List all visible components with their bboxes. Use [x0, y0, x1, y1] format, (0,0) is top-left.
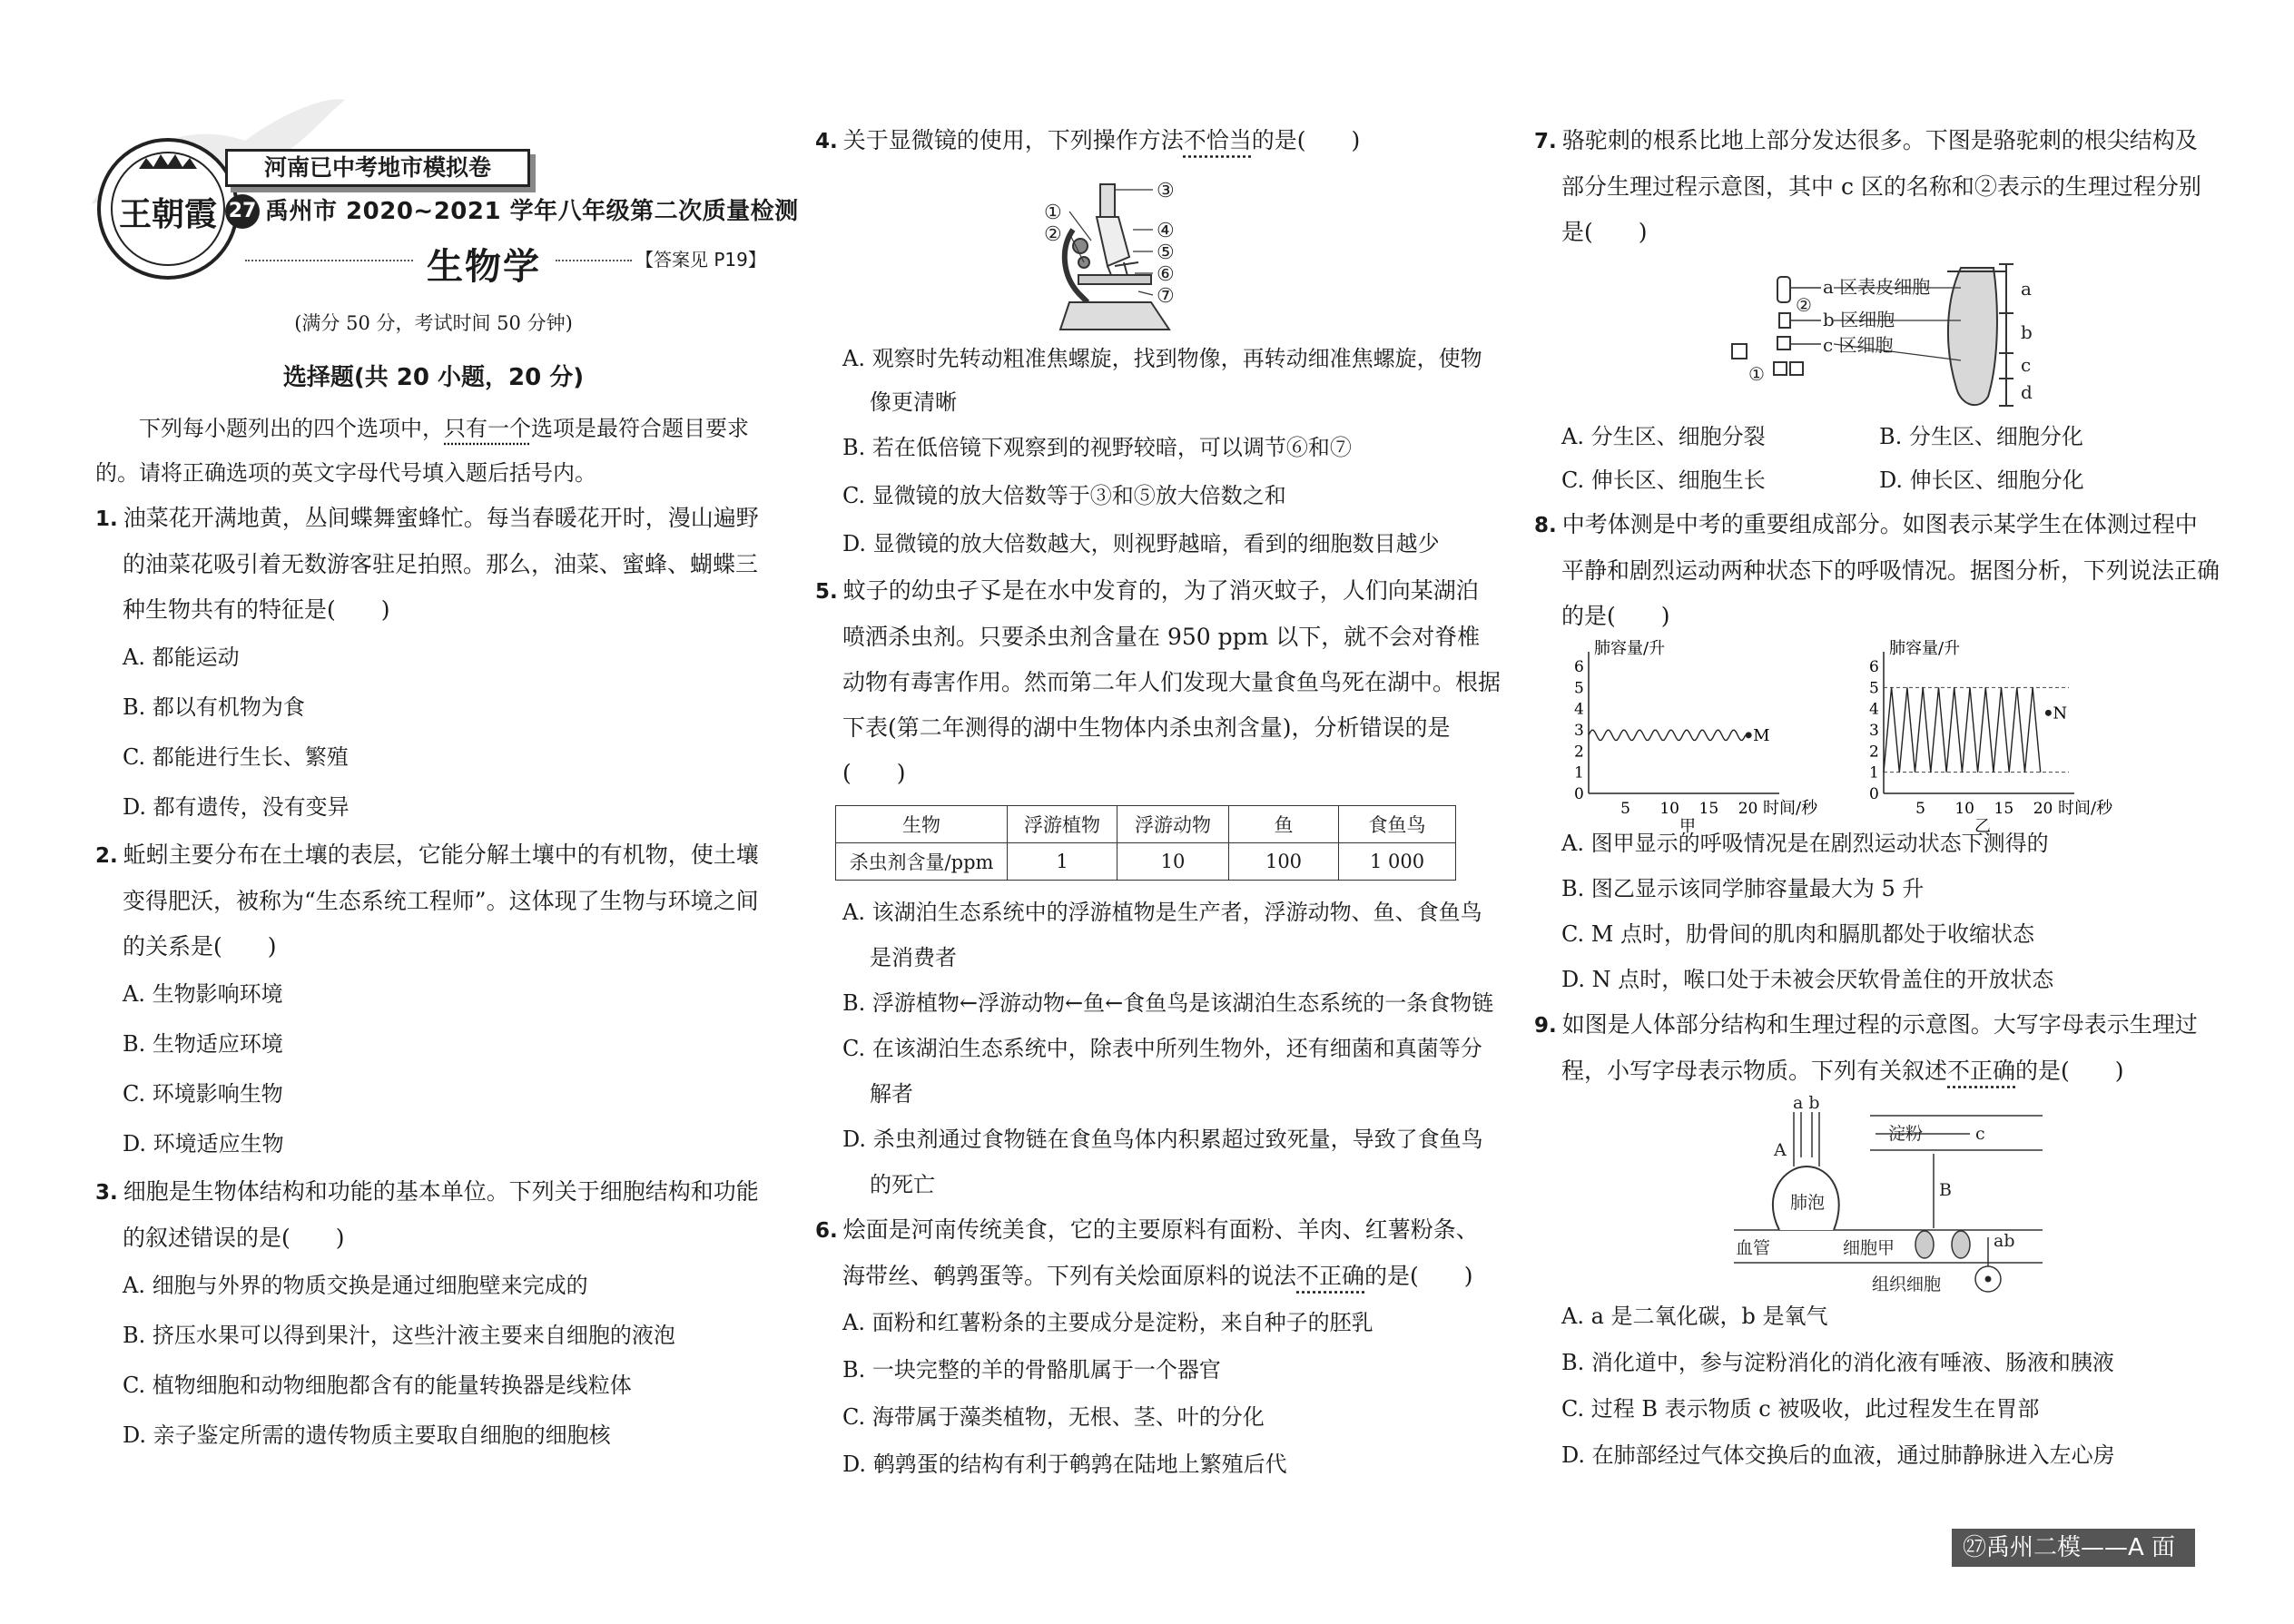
point-m: [1746, 732, 1752, 738]
microscope-figure: [815, 168, 1501, 331]
option-d[interactable]: D. 亲子鉴定所需的遗传物质主要取自细胞的细胞核: [123, 1422, 611, 1448]
root-tip-figure: [1534, 261, 2220, 415]
label-vessel: 血管: [1736, 1238, 1771, 1258]
label-4: ④: [1157, 220, 1175, 242]
label-2: ②: [1044, 223, 1062, 246]
series-line: [1884, 687, 2041, 772]
option-a[interactable]: A. 该湖泊生态系统中的浮游植物是生产者，浮游动物、鱼、食鱼鸟是消费者: [842, 900, 1482, 970]
label-b-cell: b 区细胞: [1823, 309, 1895, 330]
question-stem: 细胞是生物体结构和功能的基本单位。下列关于细胞结构和功能的叙述错误的是( ): [123, 1178, 759, 1251]
y-tick-label: 4: [1574, 700, 1584, 719]
question-number: 5.: [815, 580, 838, 604]
label-B: B: [1939, 1180, 1952, 1200]
question-6: 6. 烩面是河南传统美食，它的主要原料有面粉、羊肉、红薯粉条、海带丝、鹌鹑蛋等。下列有关烩面原料的说法不正确的是( ): [815, 1216, 1479, 1289]
process-1: ①: [1748, 363, 1765, 385]
option-b[interactable]: B. 图乙显示该同学肺容量最大为 5 升: [1561, 876, 1925, 901]
label-5: ⑤: [1157, 241, 1175, 264]
label-6: ⑥: [1157, 263, 1175, 286]
y-tick-label: 2: [1574, 743, 1584, 762]
question-8: [1534, 502, 2220, 639]
question-1: [95, 496, 772, 633]
option-a[interactable]: A. 图甲显示的呼吸情况是在剧烈运动状态下测得的: [1561, 831, 2049, 856]
option-b[interactable]: B. 生物适应环境: [123, 1031, 283, 1057]
table-cell: 10: [1117, 843, 1229, 881]
y-axis-label: 肺容量/升: [1594, 639, 1666, 658]
option-d[interactable]: D. 杀虫剂通过食物链在食鱼鸟体内积累超过致死量，导致了食鱼鸟的死亡: [842, 1127, 1483, 1197]
option-d[interactable]: D. 伸长区、细胞分化: [1879, 468, 2084, 493]
x-tick-label: 5: [1915, 800, 1926, 818]
question-number: 4.: [815, 130, 838, 153]
zone-d: d: [2021, 381, 2033, 403]
question-3: [95, 1169, 772, 1261]
table-cell: 1: [1008, 843, 1117, 881]
option-c[interactable]: C. 在该湖泊生态系统中，除表中所列生物外，还有细菌和真菌等分解者: [842, 1036, 1482, 1107]
question-stem: 蚊子的幼虫孑孓是在水中发育的，为了消灭蚊子，人们向某湖泊喷洒杀虫剂。只要杀虫剂含量在 950 ppm 以下，就不会对脊椎动物有毒害作用。然而第二年人们发现大量食鱼鸟死在湖中。根据下表(第二年测得的湖中生物体内杀虫剂含量)，分析错误的是( ): [842, 577, 1501, 786]
question-number: 9.: [1534, 1014, 1557, 1038]
title-rule-right: [556, 260, 632, 261]
option-a[interactable]: A. 分生区、细胞分裂: [1561, 424, 1766, 449]
option-d[interactable]: D. 都有遗传，没有变异: [123, 794, 350, 820]
label-c: c: [1975, 1124, 1985, 1144]
y-tick-label: 1: [1869, 763, 1879, 782]
origin-label: 0: [1869, 785, 1879, 803]
x-tick-label: 5: [1620, 800, 1631, 818]
y-tick-label: 5: [1869, 679, 1879, 698]
breathing-charts: [1534, 639, 2220, 836]
question-number: 6.: [815, 1219, 838, 1243]
option-c[interactable]: C. 环境影响生物: [123, 1081, 283, 1107]
option-c[interactable]: C. 植物细胞和动物细胞都含有的能量转换器是线粒体: [123, 1373, 632, 1398]
option-c[interactable]: C. 伸长区、细胞生长: [1561, 468, 1766, 493]
emphasis-text: 只有一个: [444, 416, 531, 441]
y-tick-label: 6: [1574, 658, 1584, 676]
section-title: 选择题(共 20 小题，20 分): [282, 364, 585, 391]
point-n: [2045, 710, 2052, 716]
y-tick-label: 2: [1869, 743, 1879, 762]
label-starch: 淀粉: [1888, 1124, 1924, 1144]
option-a[interactable]: A. 生物影响环境: [123, 981, 283, 1007]
pesticide-table: [835, 805, 1456, 881]
question-7: [1534, 118, 2220, 255]
zone-a: a: [2021, 278, 2032, 300]
table-header-row: [836, 806, 1456, 843]
question-number: 8.: [1534, 514, 1557, 537]
label-c-cell: c 区细胞: [1823, 334, 1894, 356]
label-tissue-cell: 组织细胞: [1872, 1275, 1942, 1294]
y-axis-label: 肺容量/升: [1889, 639, 1961, 658]
origin-label: 0: [1574, 785, 1584, 803]
y-tick-label: 1: [1574, 763, 1584, 782]
x-axis-label: 时间/秒: [2058, 799, 2113, 818]
option-a[interactable]: A. 细胞与外界的物质交换是通过细胞壁来完成的: [123, 1273, 588, 1298]
exam-title: 禹州市 2020~2021 学年八年级第二次质量检测: [265, 198, 799, 225]
point-m-label: M: [1753, 725, 1770, 745]
column-2: [815, 118, 1501, 1488]
emphasis-text: 不正确: [1947, 1058, 2016, 1084]
y-tick-label: 6: [1869, 658, 1879, 676]
options-row-2: [1534, 458, 2220, 502]
label-alveolus: 肺泡: [1790, 1193, 1826, 1213]
x-tick-label: 20: [1738, 800, 1758, 818]
question-number: 3.: [95, 1181, 118, 1205]
title-rule-left: [245, 260, 413, 261]
table-cell: 浮游动物: [1117, 806, 1229, 843]
question-5: [815, 568, 1501, 796]
question-2: [95, 832, 772, 969]
x-tick-label: 20: [2033, 800, 2053, 818]
option-b[interactable]: B. 都以有机物为食: [123, 694, 305, 720]
option-c[interactable]: C. 显微镜的放大倍数等于③和⑤放大倍数之和: [842, 483, 1286, 508]
section-intro: 下列每小题列出的四个选项中，只有一个选项是最符合题目要求的。请将正确选项的英文字母代号填入题后括号内。: [95, 416, 749, 486]
x-tick-label: 10: [1954, 800, 1975, 818]
label-7: ⑦: [1157, 285, 1175, 308]
table-cell: 浮游植物: [1008, 806, 1117, 843]
chart-title: 甲: [1679, 817, 1696, 836]
zone-c: c: [2021, 354, 2032, 376]
question-stem: 油菜花开满地黄，丛间蝶舞蜜蜂忙。每当春暖花开时，漫山遍野的油菜花吸引着无数游客驻足拍照。那么，油菜、蜜蜂、蝴蝶三种生物共有的特征是( ): [123, 505, 759, 623]
subject-title: 生物学: [427, 246, 541, 288]
point-n-label: N: [2053, 704, 2068, 723]
option-d[interactable]: D. 在肺部经过气体交换后的血液，通过肺静脉进入左心房: [1561, 1442, 2115, 1468]
table-cell: 食鱼鸟: [1339, 806, 1456, 843]
option-b[interactable]: B. 一块完整的羊的骨骼肌属于一个器官: [842, 1357, 1221, 1383]
table-cell: 1 000: [1339, 843, 1456, 881]
label-A: A: [1774, 1140, 1787, 1160]
option-c[interactable]: C. 海带属于藻类植物，无根、茎、叶的分化: [842, 1404, 1265, 1430]
table-row: [836, 843, 1456, 881]
option-d[interactable]: D. N 点时，喉口处于未被会厌软骨盖住的开放状态: [1561, 967, 2054, 992]
option-a[interactable]: A. 都能运动: [123, 645, 240, 670]
badge-number: 27: [225, 194, 260, 229]
series-line: [1589, 730, 1746, 740]
y-tick-label: 3: [1574, 722, 1584, 740]
emphasis-text: 不正确: [1296, 1263, 1365, 1289]
process-2: ②: [1796, 294, 1812, 316]
x-tick-label: 10: [1659, 800, 1680, 818]
option-a[interactable]: A. 面粉和红薯粉条的主要成分是淀粉，来自种子的胚乳: [842, 1310, 1373, 1335]
question-stem: 蚯蚓主要分布在土壤的表层，它能分解土壤中的有机物，使土壤变得肥沃，被称为“生态系统工程师”。这体现了生物与环境之间的关系是( ): [123, 842, 759, 960]
label-ab-top: a b: [1793, 1093, 1820, 1113]
question-stem: 骆驼刺的根系比地上部分发达很多。下图是骆驼刺的根尖结构及部分生理过程示意图，其中 c 区的名称和②表示的生理过程分别是( ): [1561, 127, 2201, 245]
option-d[interactable]: D. 显微镜的放大倍数越大，则视野越暗，看到的细胞数目越少: [842, 531, 1440, 556]
option-d[interactable]: D. 鹌鹑蛋的结构有利于鹌鹑在陆地上繁殖后代: [842, 1452, 1287, 1477]
chart-title: 乙: [1974, 817, 1991, 836]
table-cell: 100: [1229, 843, 1339, 881]
option-b[interactable]: B. 浮游植物←浮游动物←鱼←食鱼鸟是该湖泊生态系统的一条食物链: [842, 990, 1494, 1016]
question-stem: 中考体测是中考的重要组成部分。如图表示某学生在体测过程中平静和剧烈运动两种状态下的呼吸情况。据图分析，下列说法正确的是( ): [1561, 511, 2220, 629]
option-b[interactable]: B. 消化道中，参与淀粉消化的消化液有唾液、肠液和胰液: [1561, 1350, 2114, 1375]
option-a[interactable]: A. a 是二氧化碳，b 是氧气: [1561, 1304, 1828, 1329]
option-b[interactable]: B. 分生区、细胞分化: [1879, 424, 2083, 449]
question-number: 7.: [1534, 130, 1557, 153]
emphasis-text: 不恰当: [1183, 127, 1252, 153]
column-1: [95, 407, 772, 1461]
logo-text: 王朝霞: [118, 195, 217, 233]
options-row-1: [1534, 415, 2220, 458]
table-cell: 鱼: [1229, 806, 1339, 843]
zone-b: b: [2021, 321, 2033, 343]
y-tick-label: 3: [1869, 722, 1879, 740]
table-cell: 生物: [836, 806, 1008, 843]
question-number: 1.: [95, 507, 118, 531]
exam-info: (满分 50 分，考试时间 50 分钟): [294, 312, 573, 334]
option-b[interactable]: B. 若在低倍镜下观察到的视野较暗，可以调节⑥和⑦: [842, 435, 1352, 460]
option-b[interactable]: B. 挤压水果可以得到果汁，这些汁液主要来自细胞的液泡: [123, 1323, 675, 1348]
option-d[interactable]: D. 环境适应生物: [123, 1131, 284, 1156]
option-c[interactable]: C. 过程 B 表示物质 c 被吸收，此过程发生在胃部: [1561, 1396, 2040, 1422]
option-a[interactable]: A. 观察时先转动粗准焦螺旋，找到物像，再转动细准焦螺旋，使物像更清晰: [842, 346, 1482, 415]
question-number: 2.: [95, 844, 118, 868]
label-1: ①: [1044, 202, 1062, 224]
x-tick-label: 15: [1994, 800, 2014, 818]
label-cell-jia: 细胞甲: [1843, 1238, 1895, 1258]
body-process-figure: [1534, 1094, 2220, 1294]
page-footer-badge: ㉗禹州二模——A 面: [1952, 1529, 2195, 1567]
x-axis-label: 时间/秒: [1763, 799, 1818, 818]
series-banner: [225, 149, 530, 187]
answer-reference: 【答案见 P19】: [635, 249, 766, 271]
table-cell: 杀虫剂含量/ppm: [836, 843, 1008, 881]
option-c[interactable]: C. M 点时，肋骨间的肌肉和膈肌都处于收缩状态: [1561, 921, 2034, 947]
series-title: 河南已中考地市模拟卷: [263, 154, 491, 181]
option-c[interactable]: C. 都能进行生长、繁殖: [123, 744, 349, 770]
y-tick-label: 5: [1574, 679, 1584, 698]
label-ab-right: ab: [1994, 1231, 2015, 1251]
x-tick-label: 15: [1698, 800, 1719, 818]
y-tick-label: 4: [1869, 700, 1879, 719]
label-a-cell: a 区表皮细胞: [1823, 276, 1931, 298]
column-3: [1534, 118, 2220, 1479]
label-3: ③: [1157, 180, 1175, 202]
question-9: 9. 如图是人体部分结构和生理过程的示意图。大写字母表示生理过程，小写字母表示物质。下列有关叙述不正确的是( ): [1534, 1011, 2198, 1084]
question-4: 4. 关于显微镜的使用，下列操作方法不恰当的是( ): [815, 127, 1361, 153]
